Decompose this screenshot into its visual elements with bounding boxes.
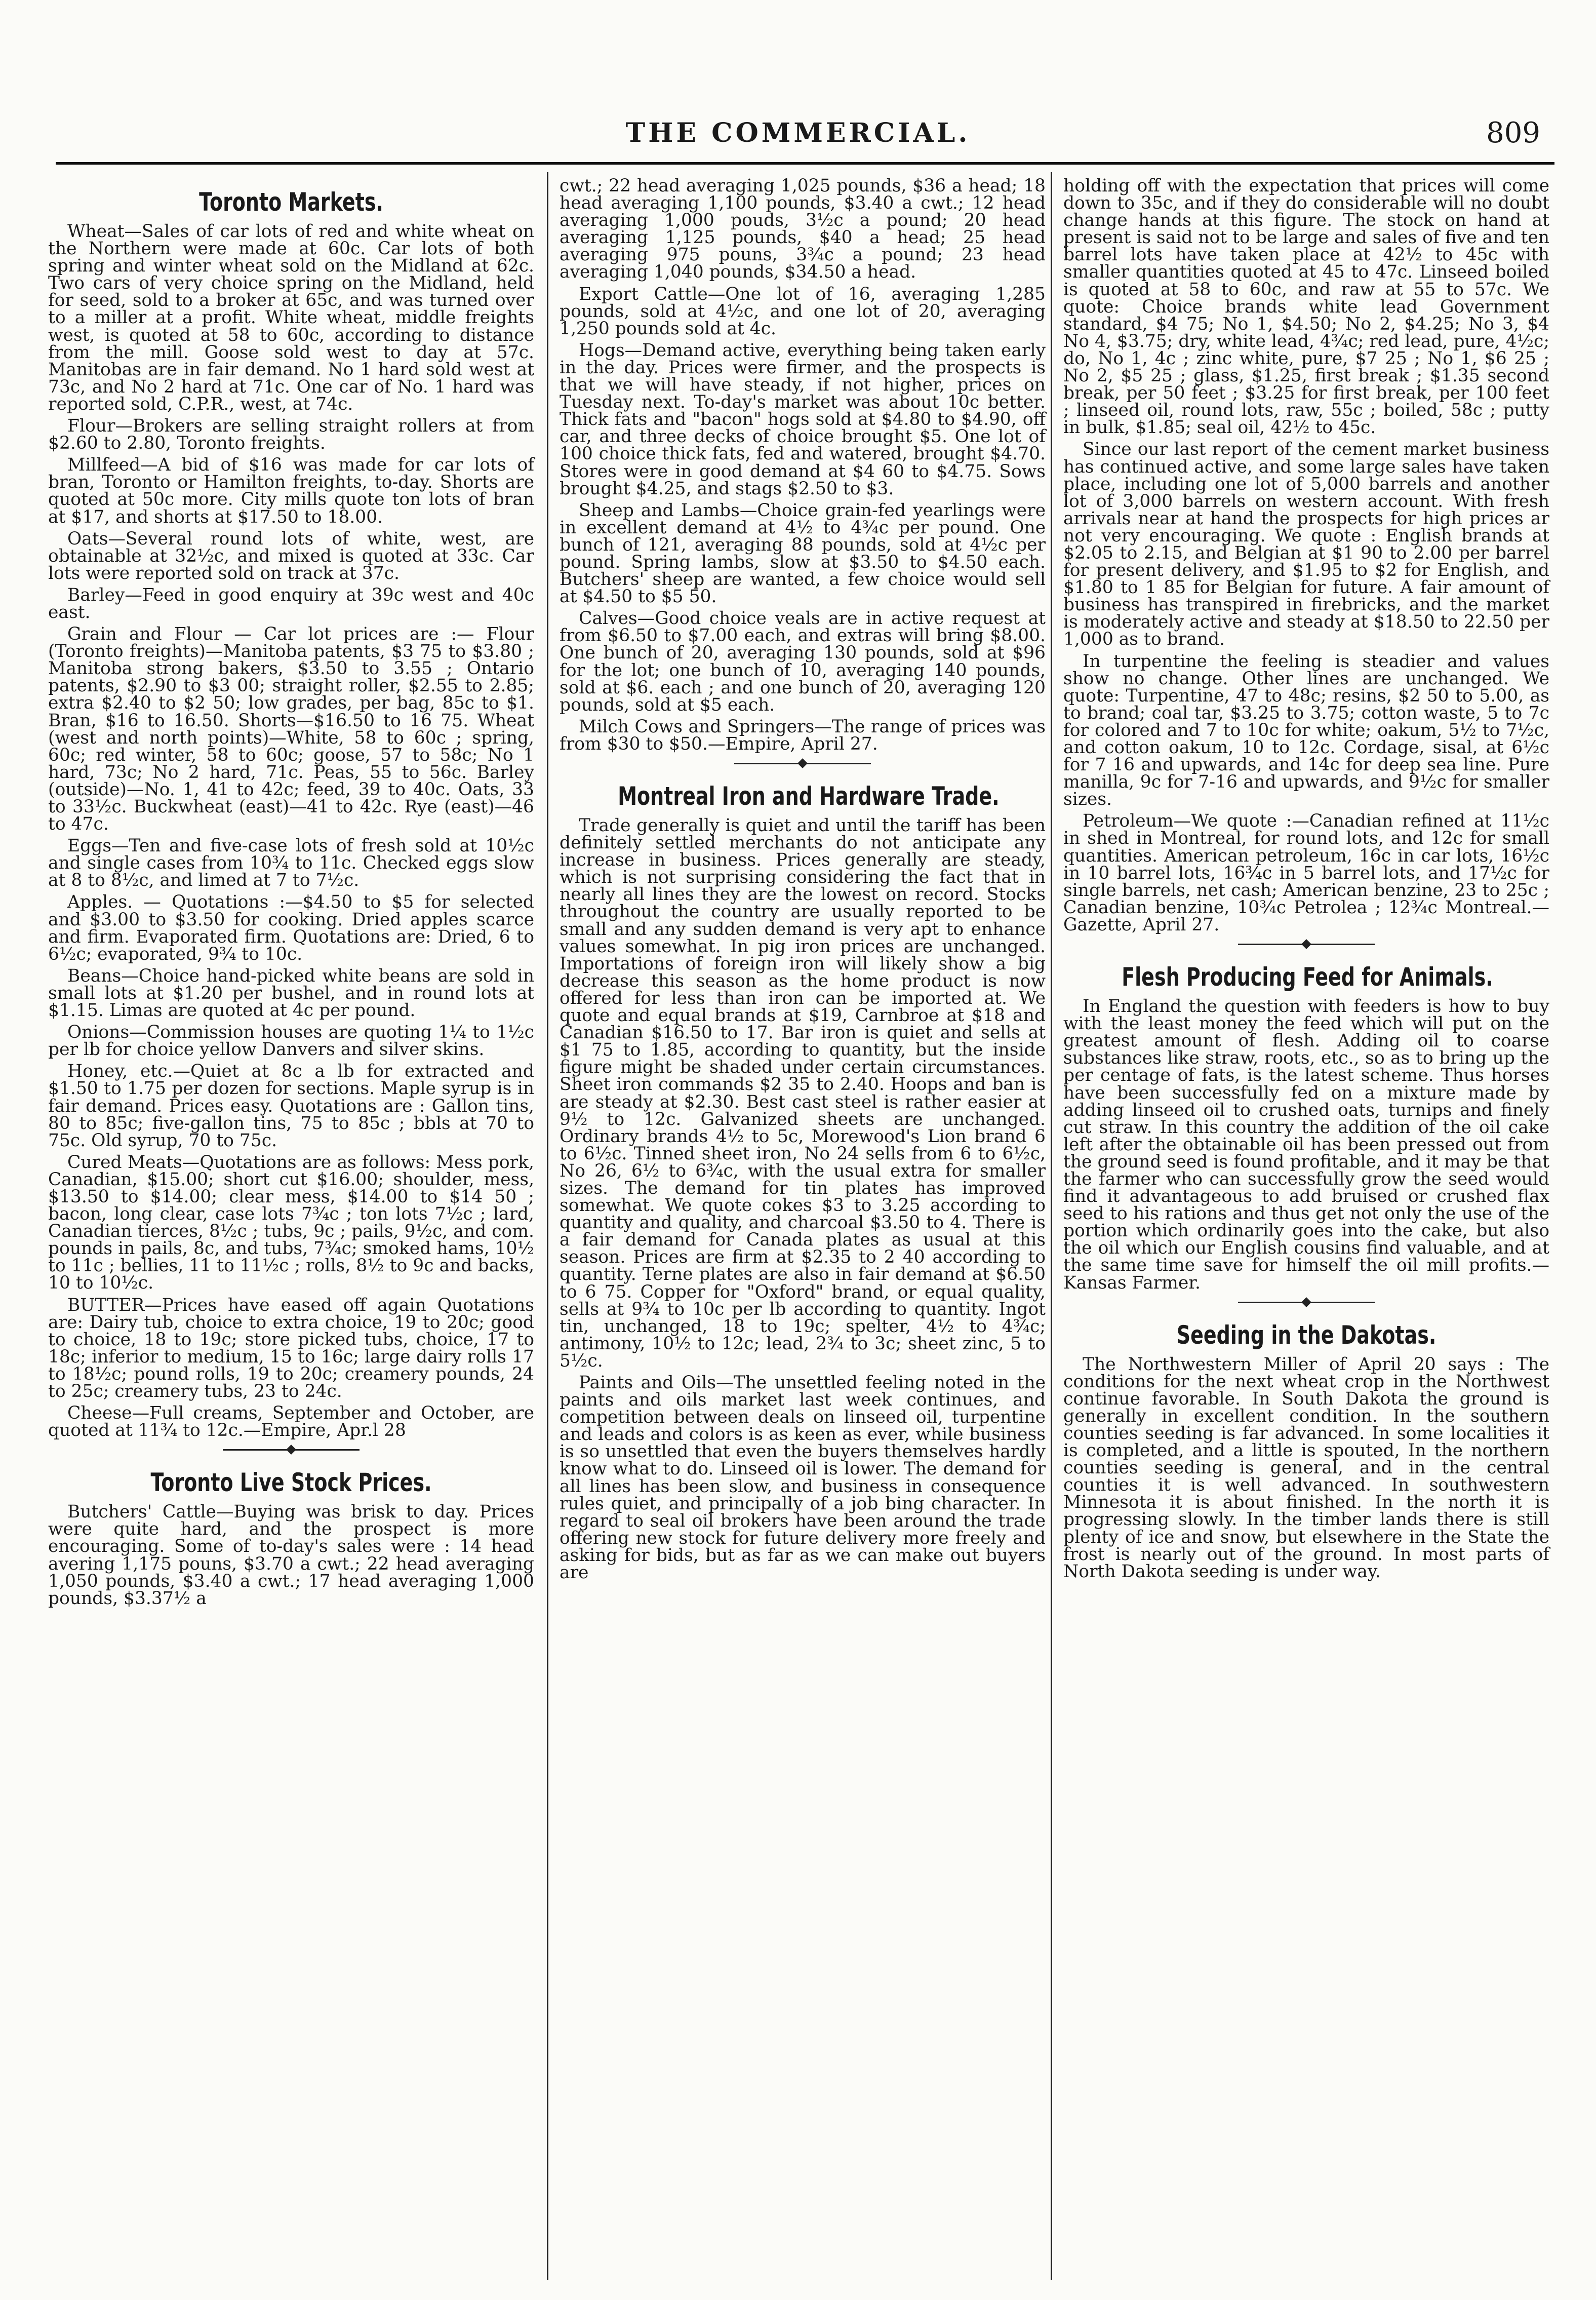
paragraph-flesh-feed: In England the question with feeders is how to buy with the least money the feed which will put on the greatest amount of flesh. Adding oil to coarse substances like straw, roots, etc., so as to bring up the per centage of fats, is the latest scheme. Thus horses have been successfully fed on a mixture made by adding linseed oil to crushed oats, turnips and finely cut straw. In this country the addition of the oil cake left after the obtainable oil has been pressed out from the ground seed is found profitable, and it may be that the farmer who can successfully grow the seed would find it advantageous to add bruised or crushed flax seed to his rations and thus get not only the use of the portion which ordinarily goes into the cake, but also the oil which our English cousins find valuable, and at the same time save for himself the oil mill profits.—Kansas Farmer.	[1063, 996, 1549, 1293]
article-toronto-markets	[48, 223, 534, 1439]
article-flesh-feed	[1063, 998, 1549, 1292]
header-rule	[56, 162, 1554, 165]
paragraph-export-cattle: Export Cattle—One lot of 16, averaging 1,285 pounds, sold at 4½c, and one lot of 20, averaging 1,250 pounds sold at 4c.	[560, 284, 1046, 339]
article-title-seeding: Seeding in the Dakotas.	[1176, 1320, 1437, 1350]
column-divider-right	[1051, 172, 1052, 2280]
article-live-stock	[48, 1503, 534, 1607]
paragraph-grain-and-flour: Grain and Flour — Car lot prices are :— Flour (Toronto freights)—Manitoba patents, $3 75 to $3.80 ; Manitoba strong bakers, $3.50 to 3.55 ; Ontario patents, $2.90 to $3 00; straight roller, $2.55 to 2.85; extra $2.40 to $2 50; low grades, per bag, 85c to $1. Bran, $16 to 16.50. Shorts—$16.50 to 16 75. Wheat (west and north points)—White, 58 to 60c ; spring, 60c; red winter, 58 to 60c; goose, 57 to 58c; No 1 hard, 73c; No 2 hard, 71c. Peas, 55 to 56c. Barley (outside)—No. 1, 41 to 42c; feed, 39 to 40c. Oats, 33 to 33½c. Buckwheat (east)—41 to 42c. Rye (east)—46 to 47c.	[48, 624, 534, 835]
paragraph-oats: Oats—Several round lots of white, west, are obtainable at 32½c, and mixed is quoted at 33c. Car lots were reported sold on track at 37c.	[48, 528, 534, 583]
paragraph-eggs: Eggs—Ten and five-case lots of fresh sold at 10½c and single cases from 10¾ to 11c. Checked eggs slow at 8 to 8½c, and limed at 7 to 7½c.	[48, 836, 534, 891]
paragraph-wheat: Wheat—Sales of car lots of red and white wheat on the Northern were made at 60c. Car lots of both spring and winter wheat sold on the Midland at 62c. Two cars of very choice spring on the Midland, held for seed, sold to a broker at 65c, and was turned over to a miller at a profit. White wheat, middle freights west, is quoted at 58 to 60c, according to distance from the mill. Goose sold west to day at 57c. Manitobas are in fair demand. No 1 hard sold west at 73c, and No 2 hard at 71c. One car of No. 1 hard was reported sold, C.P.R., west, at 74c.	[48, 221, 534, 414]
masthead-title: THE COMMERCIAL.	[625, 118, 971, 148]
article-title-flesh-feed: Flesh Producing Feed for Animals.	[1122, 962, 1493, 992]
paragraph-flour: Flour—Brokers are selling straight rollers at from $2.60 to 2.80, Toronto freights.	[48, 416, 534, 454]
page-number: 809	[1486, 116, 1540, 149]
article-title-live-stock: Toronto Live Stock Prices.	[150, 1468, 432, 1498]
column-1	[48, 177, 534, 1612]
paragraph-milch-cows: Milch Cows and Springers—The range of prices was from $30 to $50.—Empire, April 27.	[560, 716, 1046, 754]
article-separator	[223, 1449, 360, 1458]
paragraph-onions: Onions—Commission houses are quoting 1¼ to 1½c per lb for choice yellow Danvers and silver skins.	[48, 1022, 534, 1060]
paragraph-hogs: Hogs—Demand active, everything being taken early in the day. Prices were firmer, and the prospects is that we will have steady, if not higher, prices on Tuesday next. To-day's market was about 10c better. Thick fats and "bacon" hogs sold at $4.80 to $4.90, off car, and three decks of choice brought $5. One lot of 100 choice thick fats, fed and watered, brought $4.70. Stores were in good demand at $4 60 to $4.75. Sows brought $4.25, and stags $2.50 to $3.	[560, 340, 1046, 499]
paragraph-cured-meats: Cured Meats—Quotations are as follows: Mess pork, Canadian, $15.00; short cut $16.00; shoulder, mess, $13.50 to $14.00; clear mess, $14.00 to $14 50 ; bacon, long clear, case lots 7¾c ; ton lots 7½c ; lard, Canadian tierces, 8½c ; tubs, 9c ; pails, 9½c, and com. pounds in pails, 8c, and tubs, 7¾c; smoked hams, 10½ to 11c ; bellies, 11 to 11½c ; rolls, 8½ to 9c and backs, 10 to 10½c.	[48, 1152, 534, 1294]
paragraph-millfeed: Millfeed—A bid of $16 was made for car lots of bran, Toronto or Hamilton freights, to-day. Shorts are quoted at 50c more. City mills quote ton lots of bran at $17, and shorts at $17.50 to 18.00.	[48, 455, 534, 527]
column-2	[560, 177, 1046, 1586]
article-title-montreal-iron: Montreal Iron and Hardware Trade.	[618, 782, 1000, 811]
paragraph-petroleum: Petroleum—We quote :—Canadian refined at 11½c in shed in Montreal, for round lots, and 12c for small quantities. American petroleum, 16c in car lots, 16½c in 10 barrel lots, 16¾c in 5 barrel lots, and 17½c for single barrels, net cash; American benzine, 23 to 25c ; Canadian benzine, 10¾c Petrolea ; 12¾c Montreal.—Gazette, April 27.	[1063, 811, 1549, 935]
paragraph-barley: Barley—Feed in good enquiry at 39c west and 40c east.	[48, 584, 534, 622]
paragraph-apples: Apples. — Quotations :—$4.50 to $5 for selected and $3.00 to $3.50 for cooking. Dried apples scarce and firm. Evaporated firm. Quotations are: Dried, 6 to 6½c; evaporated, 9¾ to 10c.	[48, 892, 534, 964]
article-seeding	[1063, 1356, 1549, 1580]
paragraph-beans: Beans—Choice hand-picked white beans are sold in small lots at $1.20 per bushel, and in round lots at $1.15. Limas are quoted at 4c per pound.	[48, 965, 534, 1021]
article-separator	[734, 763, 871, 771]
article-live-stock-continued	[560, 177, 1046, 753]
paragraph-seeding: The Northwestern Miller of April 20 says : The conditions for the next wheat crop in the Northwest continue favorable. In South Dakota the ground is generally in excellent condition. In the southern counties seeding is far advanced. In some localities it is completed, and a little is spouted, In the northern counties seeding is general, and in the central counties it is well advanced. In southwestern Minnesota it is about finished. In the north it is progressing slowly. In the timber lands there is still plenty of ice and snow, but elsewhere in the State the frost is nearly out of the ground. In most parts of North Dakota seeding is under way.	[1063, 1354, 1549, 1582]
paragraph-butter: BUTTER—Prices have eased off again Quotations are: Dairy tub, choice to extra choice, 19 to 20c; good to choice, 18 to 19c; store picked tubs, choice, 17 to 18c; inferior to medium, 15 to 16c; large dairy rolls 17 to 18½c; pound rolls, 19 to 20c; creamery pounds, 24 to 25c; creamery tubs, 23 to 24c.	[48, 1295, 534, 1401]
paragraph-paints-and-oils: Paints and Oils—The unsettled feeling noted in the paints and oils market last week continues, and competition between deals on linseed oil, turpentine and leads and colors is as keen as ever, while business is so unsettled that even the buyers themselves hardly know what to do. Linseed oil is lower. The demand for all lines has been slow, and business in consequence rules quiet, and principally of a job bing character. In regard to seal oil brokers have been around the trade offering new stock for future delivery more freely and asking for bids, but as far as we can make out buyers are	[560, 1373, 1046, 1583]
paragraph-cattle-continued: cwt.; 22 head averaging 1,025 pounds, $36 a head; 18 head averaging 1,100 pounds, $3.40 a cwt.; 12 head averaging 1,000 pouds, 3½c a pound; 20 head averaging 1,125 pounds, $40 a head; 25 head averaging 975 pouns, 3¾c a pound; 23 head averaging 1,040 pounds, $34.50 a head.	[560, 176, 1046, 283]
paragraph-honey: Honey, etc.—Quiet at 8c a lb for extracted and $1.50 to 1.75 per dozen for sections. Maple syrup is in fair demand. Prices easy. Quotations are : Gallon tins, 80 to 85c; five-gallon tins, 75 to 85c ; bbls at 70 to 75c. Old syrup, 70 to 75c.	[48, 1061, 534, 1151]
paragraph-cement: Since our last report of the cement market business has continued active, and some large sales have taken place, including one lot of 5,000 barrels and another lot of 3,000 barrels on western account. With fresh arrivals near at hand the prospects for high prices ar not very encouraging. We quote : English brands at $2.05 to 2.15, and Belgian at $1 90 to 2.00 per barrel for present delivery, and $1.95 to $2 for English, and $1.80 to 1 85 for Belgian for future. A fair amount of business has transpired in firebricks, and the market is moderately active and steady at $18.50 to 22.50 per 1,000 as to brand.	[1063, 439, 1549, 650]
article-montreal-iron-continued	[1063, 177, 1549, 933]
paragraph-turpentine: In turpentine the feeling is steadier and values show no change. Other lines are unchanged. We quote: Turpentine, 47 to 48c; resins, $2 50 to 5.00, as to brand; coal tar, $3.25 to 3.75; cotton waste, 5 to 7c for colored and 7 to 10c for white; oakum, 5½ to 7½c, and cotton oakum, 10 to 12c. Cordage, sisal, at 6½c for 7 16 and upwards, and 14c for deep sea line. Pure manilla, 9c for 7-16 and upwards, and 9½c for smaller sizes.	[1063, 651, 1549, 810]
column-divider-left	[547, 172, 548, 2280]
paragraph-sheep-and-lambs: Sheep and Lambs—Choice grain-fed yearlings were in excellent demand at 4½ to 4¾c per pound. One bunch of 121, averaging 88 pounds, sold at 4½c per pound. Spring lambs, slow at $3.50 to $4.50 each. Butchers' sheep are wanted, a few choice would sell at $4.50 to $5 50.	[560, 500, 1046, 607]
article-separator	[1238, 944, 1375, 952]
article-separator	[1238, 1302, 1375, 1310]
paragraph-calves: Calves—Good choice veals are in active request at from $6.50 to $7.00 each, and extras will bring $8.00. One bunch of 20, averaging 130 pounds, sold at $96 for the lot; one bunch of 10, averaging 140 pounds, sold at $6. each ; and one bunch of 20, averaging 120 pounds, sold at $5 each.	[560, 608, 1046, 715]
paragraph-cheese: Cheese—Full creams, September and October, are quoted at 11¾ to 12c.—Empire, Apr.l 28	[48, 1403, 534, 1441]
article-title-toronto-markets: Toronto Markets.	[199, 187, 383, 217]
paragraph-trade: Trade generally is quiet and until the tariff has been definitely settled merchants do not anticipate any increase in business. Prices generally are steady, which is not surprising considering the fact that in nearly all lines they are the lowest on record. Stocks throughout the country are usually reported to be small and any sudden demand is very apt to enhance values somewhat. In pig iron prices are unchanged. Importations of foreign iron will likely show a big decrease this season as the home product is now offered for less than iron can be imported at. We quote and equal brands at $19, Carnbroe at $18 and Canadian $16.50 to 17. Bar iron is quiet and sells at $1 75 to 1.85, according to quantity, but the inside figure might be shaded under certain circumstances. Sheet iron commands $2 35 to 2.40. Hoops and ban is are steady at $2.30. Best cast steel is rather easier at 9½ to 12c. Galvanized sheets are unchanged. Ordinary brands 4½ to 5c, Morewood's Lion brand 6 to 6½c. Tinned sheet iron, No 24 sells from 6 to 6½c, No 26, 6½ to 6¾c, with the usual extra for smaller sizes. The demand for tin plates has improved somewhat. We quote cokes $3 to 3.25 according to quantity and quality, and charcoal $3.50 to 4. There is a fair demand for Canada plates as usual at this season. Prices are firm at $2.35 to 2 40 according to quantity. Terne plates are also in fair demand at $6.50 to 6 75. Copper for "Oxford" brand, or equal quality, sells at 9¾ to 10c per lb according to quantity. Ingot tin, unchanged, 18 to 19c; spelter, 4½ to 4¾c; antimony, 10½ to 12c; lead, 2¾ to 3c; sheet zinc, 5 to 5½c.	[560, 815, 1046, 1371]
paragraph-butchers-cattle: Butchers' Cattle—Buying was brisk to day. Prices were quite hard, and the prospect is more encouraging. Some of to-day's sales were : 14 head avering 1,175 pouns, $3.70 a cwt.; 22 head averaging 1,050 pounds, $3.40 a cwt.; 17 head averaging 1,000 pounds, $3.37½ a	[48, 1502, 534, 1609]
column-3	[1063, 177, 1549, 1585]
article-montreal-iron	[560, 817, 1046, 1581]
paragraph-oils-continued: holding off with the expectation that prices will come down to 35c, and if they do considerable will no doubt change hands at this figure. The stock on hand at present is said not to be large and sales of five and ten barrel lots have taken place at 42½ to 45c with smaller quantities quoted at 45 to 47c. Linseed boiled is quoted at 58 to 60c, and raw at 55 to 57c. We quote: Choice brands white lead Government standard, $4 75; No 1, $4.50; No 2, $4.25; No 3, $4 No 4, $3.75; dry, white lead, 4¾c; red lead, pure, 4½c; do, No 1, 4c ; zinc white, pure, $7 25 ; No 1, $6 25 ; No 2, $5 25 ; glass, $1.25, first break ; $1.35 second break, per 50 feet ; $3.25 for first break, per 100 feet ; linseed oil, round lots, raw, 55c ; boiled, 58c ; putty in bulk, $1.85; seal oil, 42½ to 45c.	[1063, 176, 1549, 438]
